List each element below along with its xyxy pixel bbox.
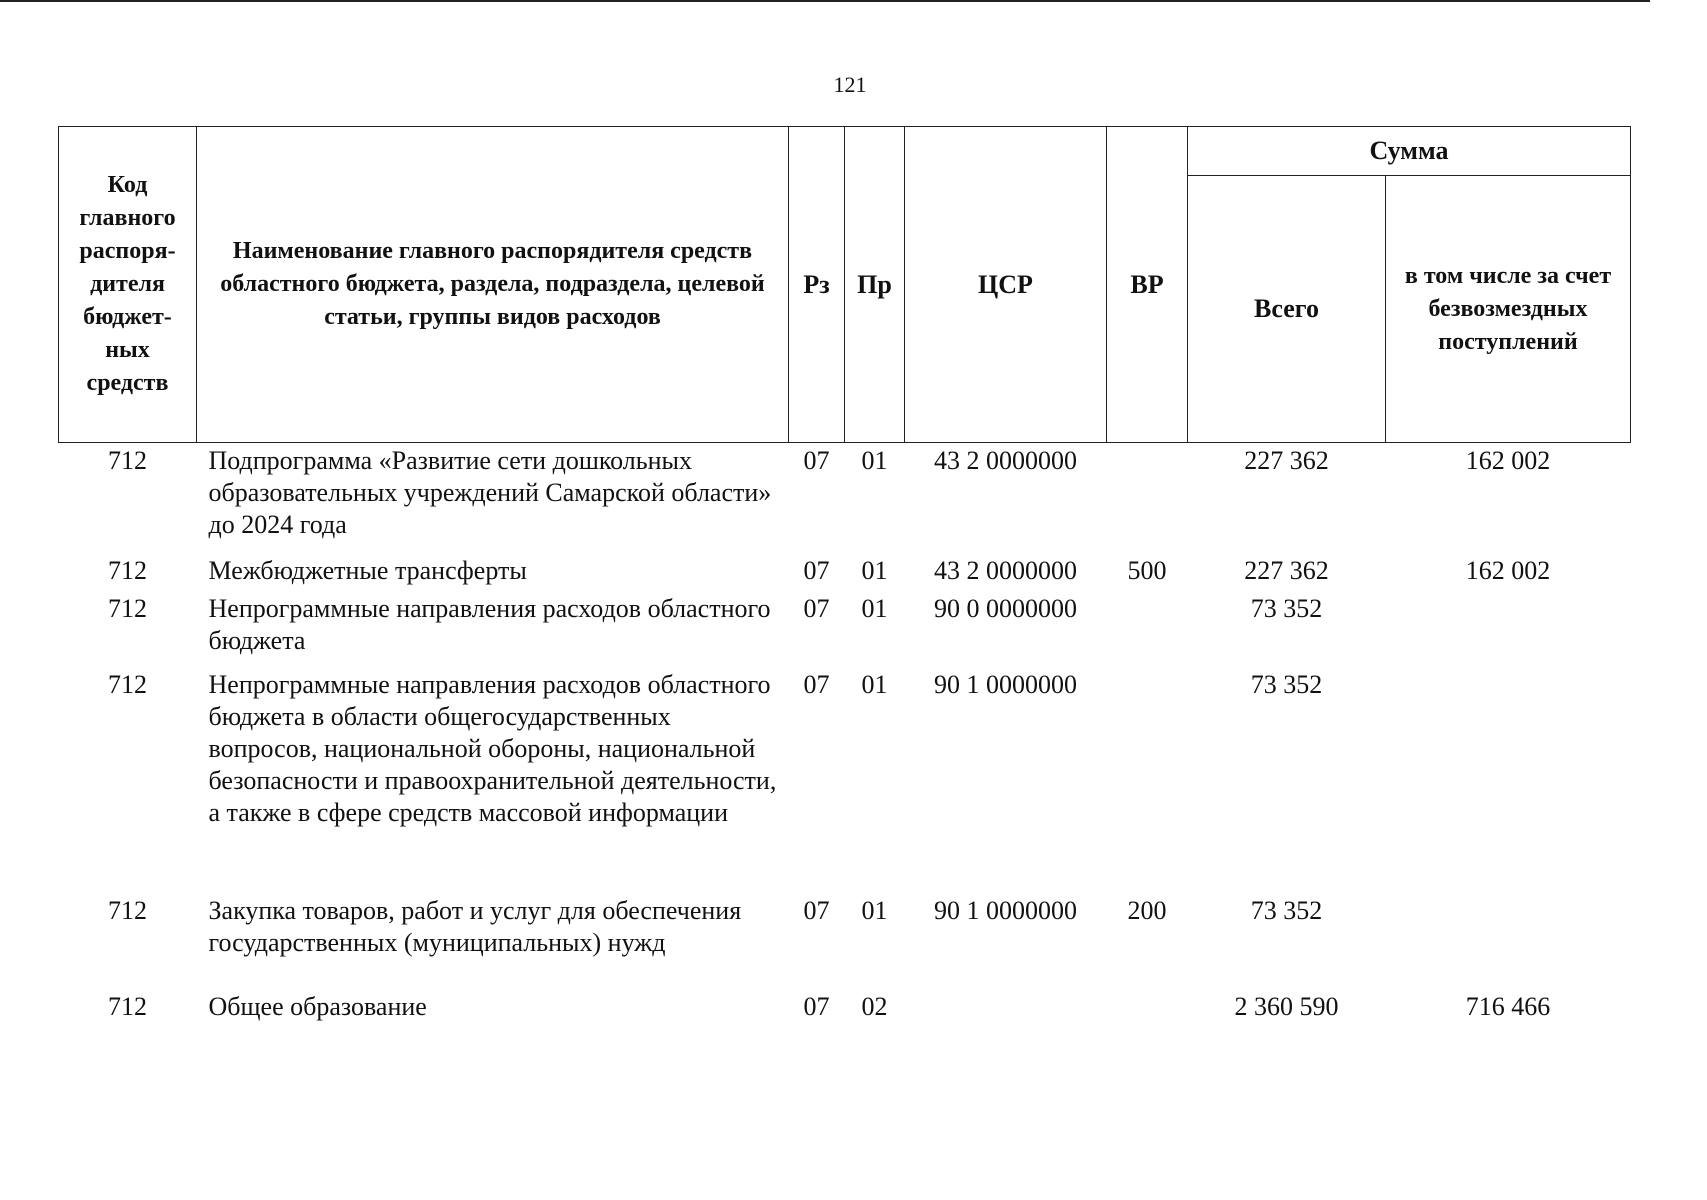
cell-name: Общее образование: [208, 992, 427, 1021]
cell-csr: [905, 991, 1107, 1031]
header-code: Код главного распоря-дителя бюджет-ных средств: [59, 127, 197, 443]
cell-free: [1386, 895, 1631, 991]
cell-csr: 90 1 0000000: [934, 896, 1077, 925]
header-csr: ЦСР: [905, 127, 1107, 443]
cell-total: 227 362: [1244, 556, 1329, 585]
table-row: [59, 895, 1631, 991]
cell-total: 73 352: [1250, 670, 1323, 699]
cell-csr: 43 2 0000000: [934, 446, 1077, 475]
cell-free: [1386, 669, 1631, 895]
cell-code: 712: [108, 992, 147, 1021]
cell-rz: 07: [803, 896, 830, 925]
cell-code: 712: [108, 446, 147, 475]
cell-csr: 90 0 0000000: [934, 594, 1077, 623]
header-vr: ВР: [1107, 127, 1188, 443]
cell-name: Подпрограмма «Развитие сети дошкольных образовательных учреждений Самарской области» до 2024 года: [208, 446, 772, 539]
cell-pr: 01: [861, 556, 888, 585]
header-total: Всего: [1188, 176, 1386, 443]
header-pr: Пр: [845, 127, 905, 443]
cell-code: 712: [108, 556, 147, 585]
cell-csr: 43 2 0000000: [934, 556, 1077, 585]
cell-code: 712: [108, 896, 147, 925]
cell-pr: 01: [861, 446, 888, 475]
cell-free: 716 466: [1465, 992, 1551, 1021]
cell-vr: [1107, 443, 1188, 556]
cell-free: 162 002: [1465, 446, 1551, 475]
table-row: [59, 593, 1631, 669]
cell-vr: 200: [1127, 896, 1167, 925]
top-rule: [0, 0, 1650, 2]
budget-table: [58, 126, 1631, 1031]
page-number: 121: [833, 72, 867, 97]
cell-code: 712: [108, 670, 147, 699]
cell-name: Закупка товаров, работ и услуг для обеспечения государственных (муниципальных) нужд: [208, 896, 742, 957]
cell-total: 73 352: [1250, 896, 1323, 925]
cell-name: Непрограммные направления расходов областного бюджета в области общегосударственных вопросов, национальной обороны, национальной безопасности и правоохранительной деятельности, а также в сфере средств массовой информации: [208, 670, 777, 827]
cell-code: 712: [108, 594, 147, 623]
table-header: [59, 127, 1631, 443]
cell-rz: 07: [803, 992, 830, 1021]
cell-total: 227 362: [1244, 446, 1329, 475]
cell-total: 73 352: [1250, 594, 1323, 623]
cell-vr: [1107, 991, 1188, 1031]
cell-name: Непрограммные направления расходов областного бюджета: [208, 594, 771, 655]
header-name: Наименование главного распорядителя средств областного бюджета, раздела, подраздела, целевой статьи, группы видов расходов: [197, 127, 789, 443]
cell-name: Межбюджетные трансферты: [208, 556, 527, 585]
cell-pr: 01: [861, 670, 888, 699]
cell-vr: [1107, 669, 1188, 895]
cell-total: 2 360 590: [1234, 992, 1339, 1021]
cell-free: 162 002: [1465, 556, 1551, 585]
cell-rz: 07: [803, 670, 830, 699]
header-sum: Сумма: [1188, 127, 1631, 176]
cell-pr: 01: [861, 896, 888, 925]
cell-csr: 90 1 0000000: [934, 670, 1077, 699]
cell-pr: 02: [861, 992, 888, 1021]
cell-rz: 07: [803, 594, 830, 623]
cell-pr: 01: [861, 594, 888, 623]
cell-free: [1386, 593, 1631, 669]
table-row: [59, 555, 1631, 593]
table-body: [59, 443, 1631, 1032]
table-row: [59, 669, 1631, 895]
cell-vr: [1107, 593, 1188, 669]
cell-vr: 500: [1127, 556, 1167, 585]
table-row: [59, 443, 1631, 556]
cell-rz: 07: [803, 446, 830, 475]
cell-rz: 07: [803, 556, 830, 585]
header-rz: Рз: [789, 127, 845, 443]
table-row: [59, 991, 1631, 1031]
header-free: в том числе за счет безвозмездных поступлений: [1386, 176, 1631, 443]
